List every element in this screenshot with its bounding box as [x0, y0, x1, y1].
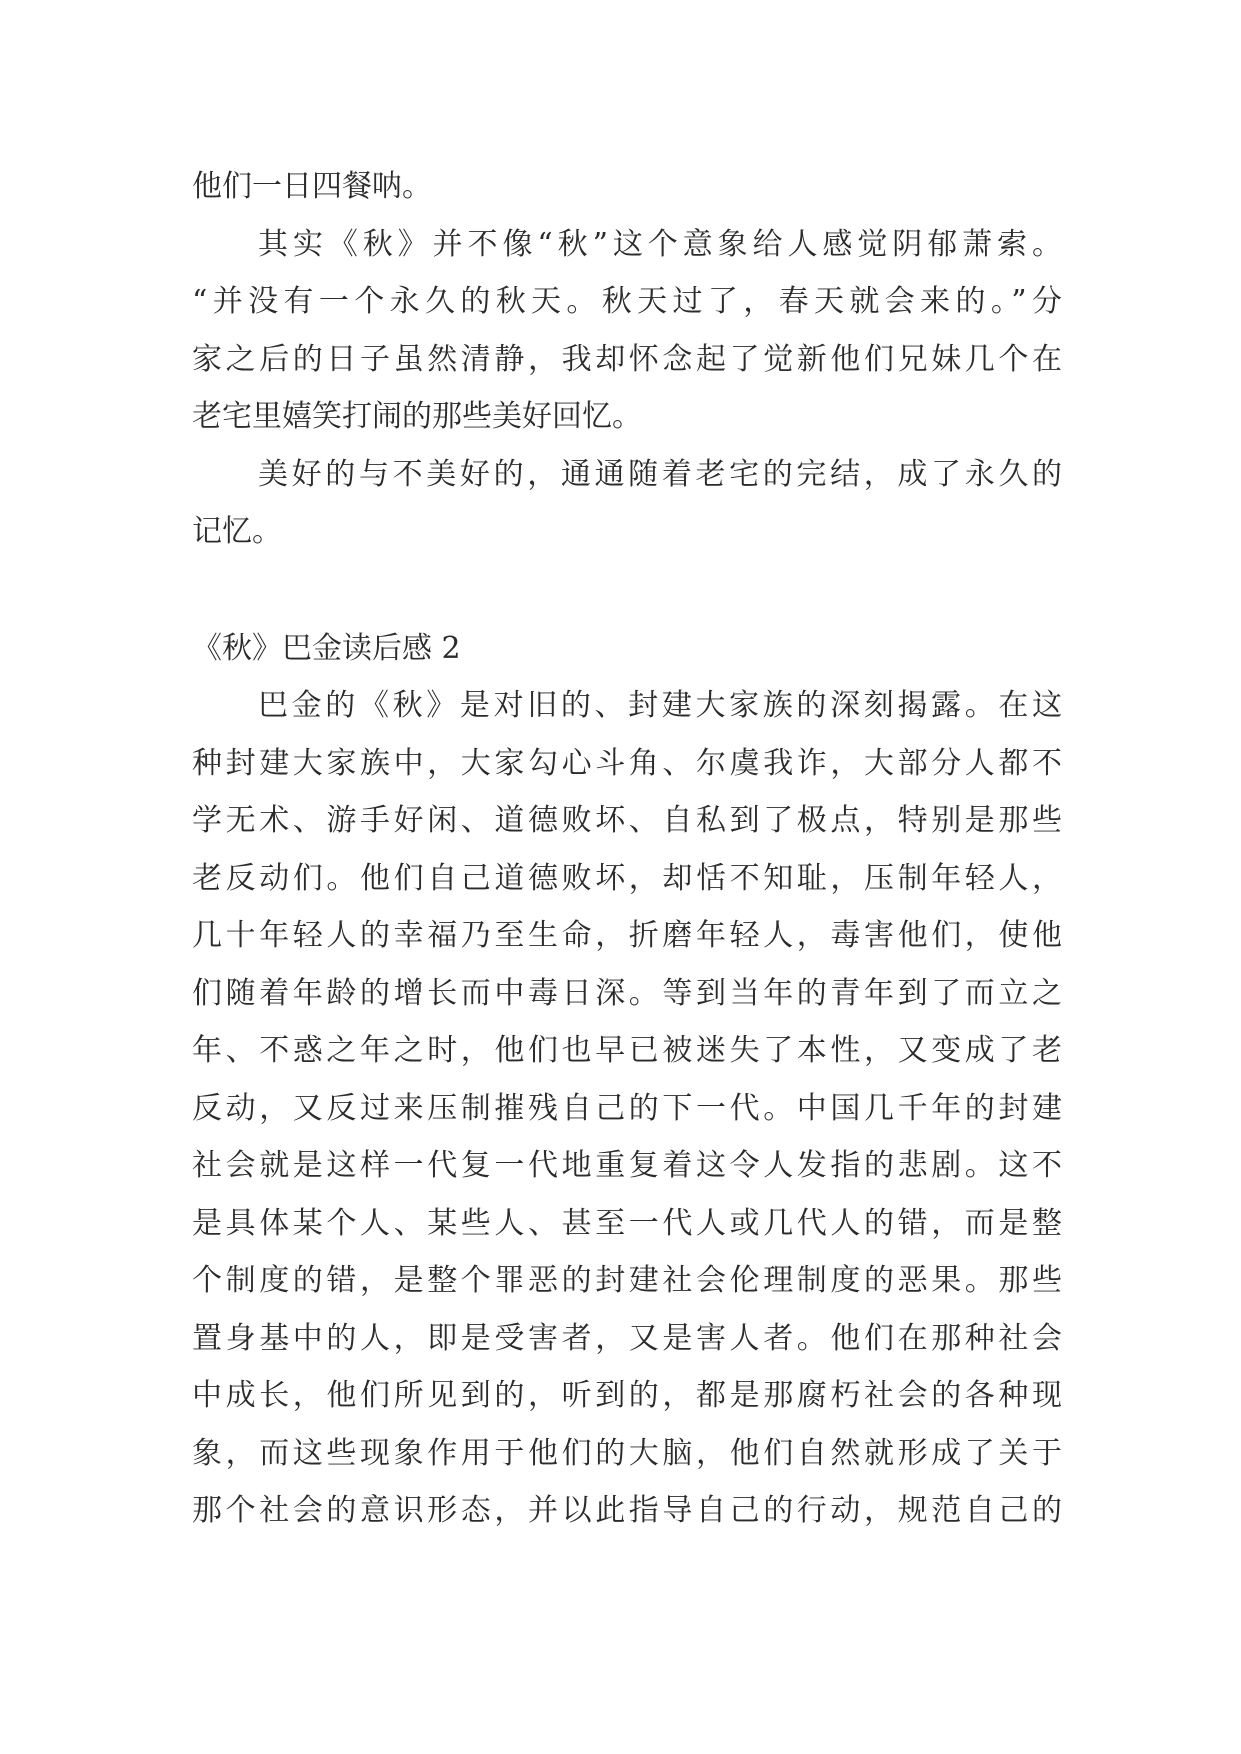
text-line: “并没有一个永久的秋天。秋天过了，春天就会来的。”分	[192, 284, 1062, 319]
text-line: 其实《秋》并不像“秋”这个意象给人感觉阴郁萧索。	[258, 226, 1062, 262]
text-line: 那个社会的意识形态，并以此指导自己的行动，规范自己的	[192, 1493, 1062, 1528]
text-line: 老反动们。他们自己道德败坏，却恬不知耻，压制年轻人，	[192, 860, 1062, 896]
text-line: 学无术、游手好闲、道德败坏、自私到了极点，特别是那些	[192, 803, 1062, 838]
text-line: 他们一日四餐呐。	[192, 169, 432, 204]
text-line: 几十年轻人的幸福乃至生命，折磨年轻人，毒害他们，使他	[192, 918, 1062, 953]
text-line: 象，而这些现象作用于他们的大脑，他们自然就形成了关于	[192, 1435, 1062, 1471]
text-line: 个制度的错，是整个罪恶的封建社会伦理制度的恶果。那些	[192, 1263, 1062, 1298]
section-gap	[192, 561, 1062, 620]
text-line: 是具体某个人、某些人、甚至一代人或几代人的错，而是整	[192, 1205, 1062, 1241]
text-line: 家之后的日子虽然清静，我却怀念起了觉新他们兄妹几个在	[192, 341, 1062, 377]
text-line: 反动，又反过来压制摧残自己的下一代。中国几千年的封建	[192, 1090, 1062, 1126]
section-1	[192, 158, 1062, 561]
text-line: 记忆。	[192, 514, 282, 549]
text-line: 美好的与不美好的，通通随着老宅的完结，成了永久的	[258, 456, 1062, 492]
section-heading: 《秋》巴金读后感 2	[192, 630, 461, 666]
text-line: 们随着年龄的增长而中毒日深。等到当年的青年到了而立之	[192, 975, 1062, 1011]
text-line: 社会就是这样一代复一代地重复着这令人发指的悲剧。这不	[192, 1148, 1062, 1183]
text-line: 种封建大家族中，大家勾心斗角、尔虞我诈，大部分人都不	[192, 745, 1062, 781]
text-line: 置身基中的人，即是受害者，又是害人者。他们在那种社会	[192, 1320, 1062, 1356]
text-line: 中成长，他们所见到的，听到的，都是那腐朽社会的各种现	[192, 1378, 1062, 1413]
document-page	[192, 158, 1062, 1540]
text-line: 年、不惑之年之时，他们也早已被迷失了本性，又变成了老	[192, 1033, 1062, 1068]
text-line: 巴金的《秋》是对旧的、封建大家族的深刻揭露。在这	[258, 688, 1062, 723]
text-line: 老宅里嬉笑打闹的那些美好回忆。	[192, 399, 642, 434]
section-2	[192, 620, 1062, 1540]
